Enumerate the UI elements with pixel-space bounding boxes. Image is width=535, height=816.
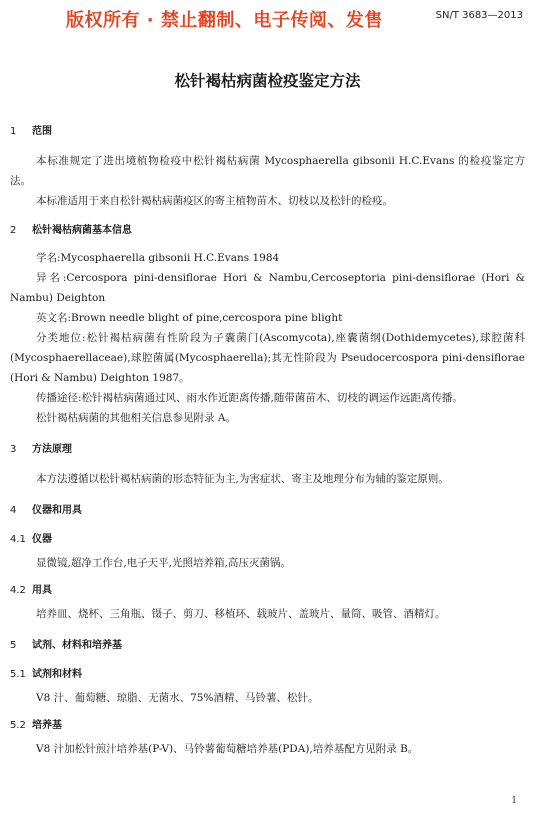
page-number: 1 bbox=[511, 796, 517, 806]
paragraph: 显微镜,超净工作台,电子天平,光照培养箱,高压灭菌锅。 bbox=[36, 557, 291, 569]
document-title: 松针褐枯病菌检疫鉴定方法 bbox=[174, 72, 361, 90]
section-heading-5: 5 试剂、材料和培养基 bbox=[10, 640, 122, 651]
section-heading-4-1: 4.1 仪器 bbox=[10, 534, 52, 545]
section-heading-4: 4 仪器和用具 bbox=[10, 505, 82, 516]
paragraph: 本标准适用于来自松针褐枯病菌疫区的寄主植物苗木、切枝以及松针的检疫。 bbox=[36, 195, 393, 207]
section-heading-5-2: 5.2 培养基 bbox=[10, 720, 62, 731]
paragraph: V8 汁加松针煎汁培养基(P-V)、马铃薯葡萄糖培养基(PDA),培养基配方见附录 B。 bbox=[36, 743, 419, 755]
section-heading-1: 1 范围 bbox=[10, 126, 52, 137]
copyright-watermark: 版权所有 · 禁止翻制、电子传阅、发售 bbox=[66, 10, 383, 31]
section-heading-3: 3 方法原理 bbox=[10, 444, 72, 455]
standard-number: SN/T 3683—2013 bbox=[435, 10, 523, 21]
paragraph: 本方法遵循以松针褐枯病菌的形态特征为主,为害症状、寄主及地理分布为辅的鉴定原则。 bbox=[36, 473, 449, 485]
paragraph: 传播途径:松针褐枯病菌通过风、雨水作近距离传播,随带菌苗木、切枝的调运作远距离传播。 bbox=[36, 392, 463, 404]
paragraph: 英文名:Brown needle blight of pine,cercospora pine blight bbox=[36, 312, 343, 324]
paragraph: 异名:Cercospora pini-densiflorae Hori & Nambu,Cercoseptoria pini-densiflorae (Hori & Nambu) Deighton bbox=[10, 272, 525, 304]
section-heading-2: 2 松针褐枯病菌基本信息 bbox=[10, 225, 132, 236]
paragraph: 分类地位:松针褐枯病菌有性阶段为子囊菌门(Ascomycota),座囊菌纲(Dothidemycetes),球腔菌科(Mycosphaerellaceae),球腔菌属(Mycosphaerella);其无性阶段为 Pseudocercospora pini-densiflorae (Hori & Nambu) Deighton 1987。 bbox=[10, 332, 525, 384]
paragraph: 本标准规定了进出境植物检疫中松针褐枯病菌 Mycosphaerella gibsonii H.C.Evans 的检疫鉴定方法。 bbox=[10, 155, 525, 187]
section-heading-5-1: 5.1 试剂和材料 bbox=[10, 669, 82, 680]
document-body bbox=[10, 122, 525, 759]
paragraph: 培养皿、烧杯、三角瓶、镊子、剪刀、移植环、载玻片、盖玻片、量筒、吸管、酒精灯。 bbox=[36, 608, 446, 620]
paragraph: 学名:Mycosphaerella gibsonii H.C.Evans 1984 bbox=[36, 252, 280, 264]
paragraph: 松针褐枯病菌的其他相关信息参见附录 A。 bbox=[36, 412, 236, 424]
section-heading-4-2: 4.2 用具 bbox=[10, 585, 52, 596]
paragraph: V8 汁、葡萄糖、琼脂、无菌水、75%酒精、马铃薯、松针。 bbox=[36, 692, 319, 704]
